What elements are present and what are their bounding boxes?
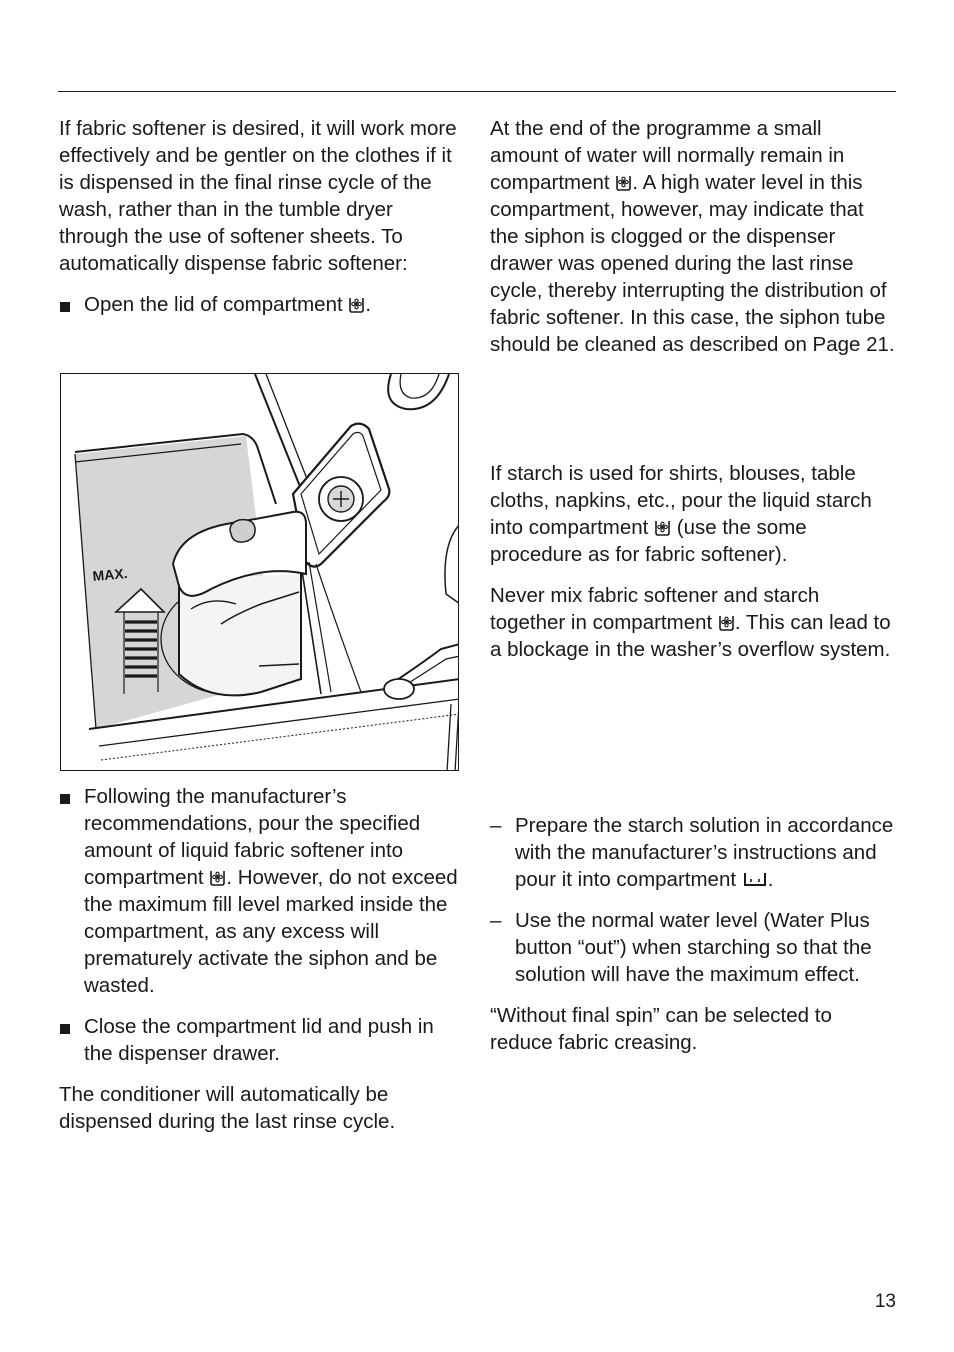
never-mix-paragraph: Never mix fabric softener and starch together in compartment . This can lead to a blockage in the washer’s overflow system. [490,584,891,661]
bullet-close-lid: Close the compartment lid and push in the dispenser drawer. [59,1013,464,1067]
right-column [490,115,895,358]
flower-compartment-icon [348,296,365,313]
bullet-open-lid: Open the lid of compartment . [59,291,464,318]
starch-steps [490,812,895,1056]
flower-compartment-icon [718,614,735,631]
starch-paragraph: If starch is used for shirts, blouses, table cloths, napkins, etc., pour the liquid starch into compartment (use the some procedure as for fabric softener). [490,462,872,566]
residue-paragraph: At the end of the programme a small amount of water will normally remain in compartment . A high water level in this compartment, however, may indicate that the siphon is clogged or the dispenser drawer was opened during the last rinse cycle, thereby interrupting the distribution of fabric softener. In this case, the siphon tube should be cleaned as described on Page 21. [490,117,895,356]
dash-water-level: – Use the normal water level (Water Plus button “out”) when starching so that the solution will have the maximum effect. [490,909,872,986]
dispenser-drawing [61,374,459,771]
dispenser-illustration [60,373,459,771]
page-number: 13 [874,1291,896,1312]
max-fill-label: MAX. [91,564,129,584]
header-rule [58,91,896,92]
dash-marker: – [490,909,502,932]
flower-compartment-icon [654,519,671,536]
dash-prepare-starch: – Prepare the starch solution in accordance with the manufacturer’s instructions and pour it into compartment . [490,814,894,891]
flower-compartment-icon [615,174,632,191]
flower-compartment-icon [209,869,226,886]
basin-compartment-icon [742,871,768,888]
bullet-square-icon [60,302,70,312]
softener-intro: If fabric softener is desired, it will work more effectively and be gentler on the clothes if it is dispensed in the final rinse cycle of the wash, rather than in the tumble dryer through the use of softener sheets. To automatically dispense fabric softener: [59,117,457,275]
softener-outro: The conditioner will automatically be dispensed during the last rinse cycle. [59,1083,396,1133]
left-column [59,115,464,318]
starch-section [490,460,895,663]
left-column-lower [59,783,464,1135]
spin-note: “Without final spin” can be selected to reduce fabric creasing. [490,1004,832,1054]
bullet-square-icon [60,1024,70,1034]
bullet-square-icon [60,794,70,804]
dash-marker: – [490,814,502,837]
bullet-pour-softener: Following the manufacturer’s recommendations, pour the specified amount of liquid fabric softener into compartment . However, do not exceed the maximum fill level marked inside the compartment, as any excess will prematurely activate the siphon and be wasted. [59,783,464,999]
